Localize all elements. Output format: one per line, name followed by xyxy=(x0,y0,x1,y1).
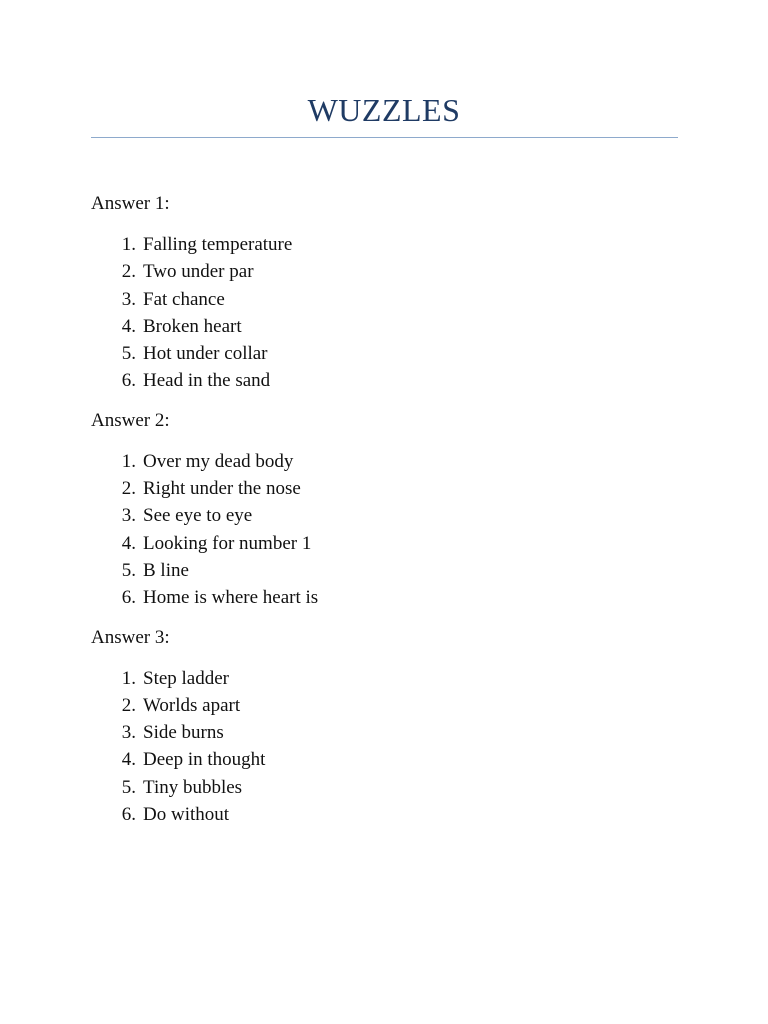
item-number: 5. xyxy=(121,776,136,798)
list-item xyxy=(91,258,678,285)
item-number: 6. xyxy=(121,804,136,826)
list-item xyxy=(91,801,678,828)
list-item xyxy=(91,475,678,502)
list-item xyxy=(91,313,678,340)
title-divider xyxy=(91,137,678,138)
item-number: 2. xyxy=(121,478,136,500)
item-text: See eye to eye xyxy=(143,505,253,527)
item-number: 2. xyxy=(121,261,136,283)
item-number: 1. xyxy=(121,450,136,472)
answer-list xyxy=(91,448,678,612)
item-number: 1. xyxy=(121,667,136,689)
item-number: 5. xyxy=(121,343,136,365)
answer-section-3 xyxy=(91,624,678,829)
item-text: Fat chance xyxy=(143,288,225,310)
list-item xyxy=(91,231,678,258)
document-body xyxy=(91,190,678,830)
list-item xyxy=(91,286,678,313)
list-item xyxy=(91,746,678,773)
list-item xyxy=(91,340,678,367)
list-item xyxy=(91,719,678,746)
answer-section-1 xyxy=(91,190,678,395)
answer-list xyxy=(91,231,678,395)
answer-section-2 xyxy=(91,407,678,612)
item-number: 3. xyxy=(121,288,136,310)
item-text: Broken heart xyxy=(143,315,242,337)
item-text: Over my dead body xyxy=(143,450,294,472)
item-text: Hot under collar xyxy=(143,343,268,365)
section-heading: Answer 2: xyxy=(91,409,170,431)
item-text: Right under the nose xyxy=(143,478,301,500)
list-item xyxy=(91,448,678,475)
section-heading: Answer 3: xyxy=(91,626,170,648)
list-item xyxy=(91,557,678,584)
item-number: 4. xyxy=(121,315,136,337)
item-text: Tiny bubbles xyxy=(143,776,243,798)
item-text: Step ladder xyxy=(143,667,230,689)
answer-list xyxy=(91,665,678,829)
item-text: Head in the sand xyxy=(143,370,271,392)
section-heading: Answer 1: xyxy=(91,193,170,214)
list-item xyxy=(91,367,678,394)
item-text: Side burns xyxy=(143,722,224,744)
list-item xyxy=(91,584,678,611)
list-item xyxy=(91,774,678,801)
item-number: 4. xyxy=(121,532,136,554)
item-number: 1. xyxy=(121,234,136,255)
item-text: Two under par xyxy=(143,261,254,283)
item-number: 6. xyxy=(121,370,136,392)
item-text: Worlds apart xyxy=(143,694,241,716)
page-title: WUZZLES xyxy=(307,92,461,128)
item-number: 2. xyxy=(121,694,136,716)
item-number: 6. xyxy=(121,587,136,609)
item-text: Deep in thought xyxy=(143,749,266,771)
item-text: Home is where heart is xyxy=(143,587,319,609)
list-item xyxy=(91,665,678,692)
item-text: Falling temperature xyxy=(143,234,293,255)
item-text: B line xyxy=(143,559,189,581)
item-text: Looking for number 1 xyxy=(143,532,312,554)
list-item xyxy=(91,530,678,557)
item-number: 5. xyxy=(121,559,136,581)
list-item xyxy=(91,692,678,719)
item-text: Do without xyxy=(143,804,230,826)
item-number: 4. xyxy=(121,749,136,771)
list-item xyxy=(91,502,678,529)
item-number: 3. xyxy=(121,722,136,744)
item-number: 3. xyxy=(121,505,136,527)
